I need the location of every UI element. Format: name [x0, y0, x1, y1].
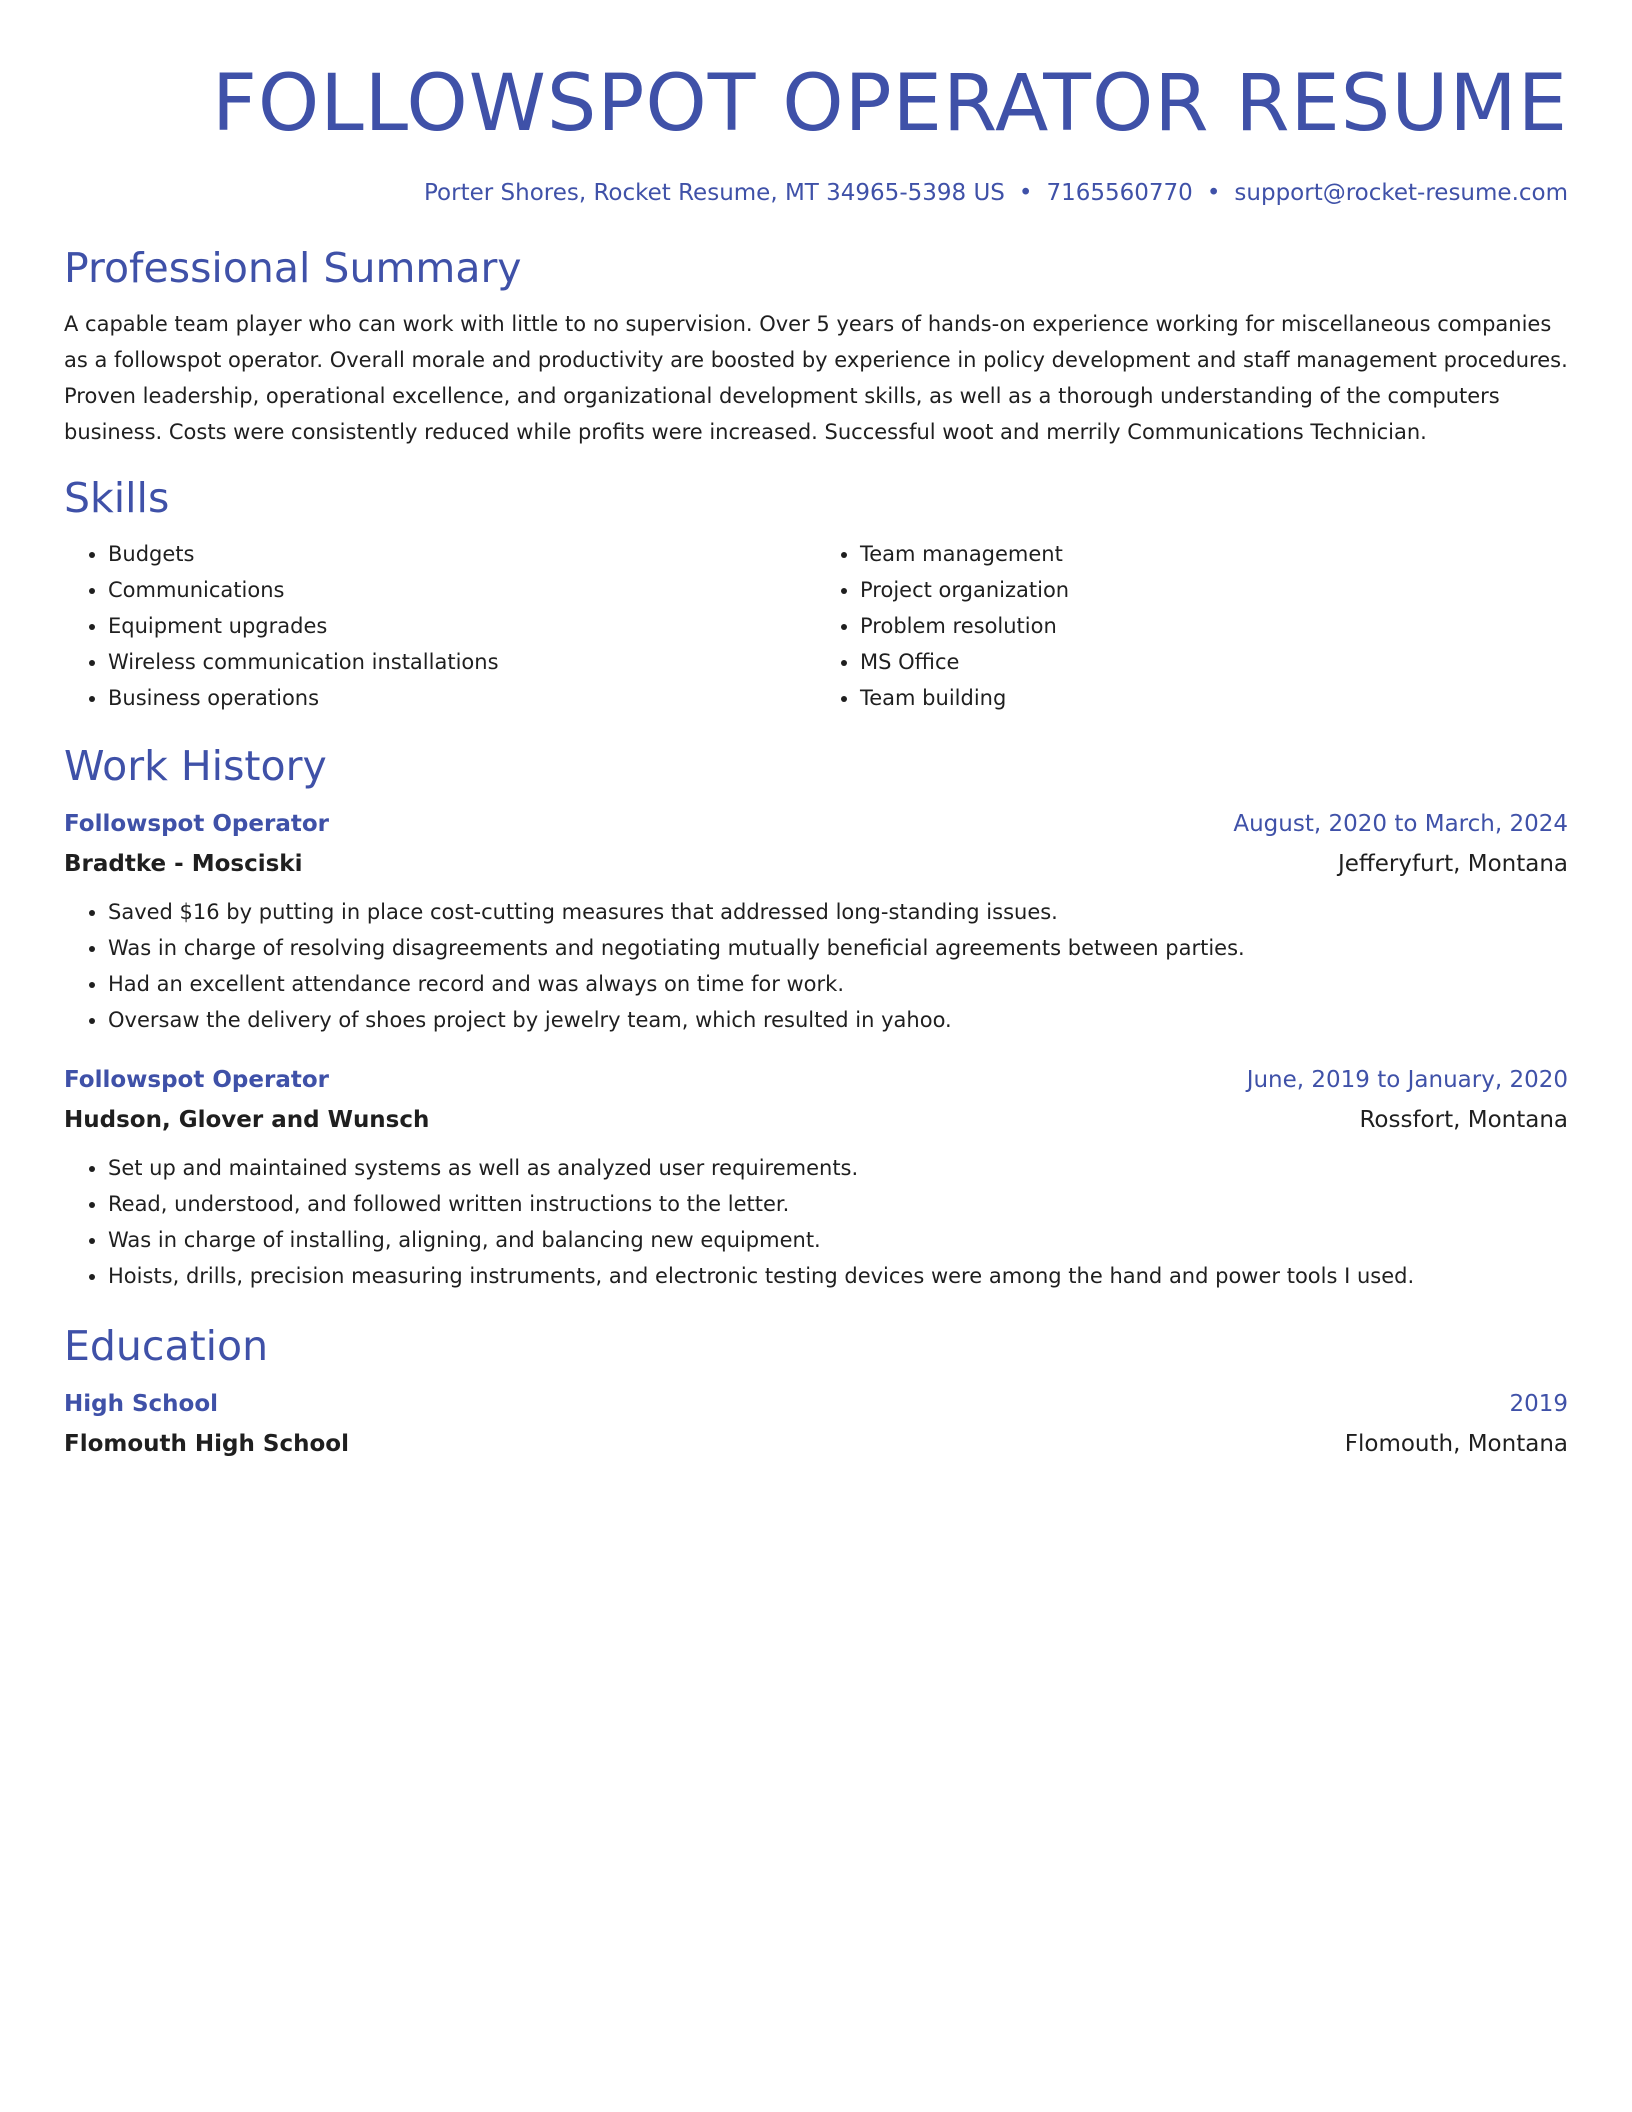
resume-title: FOLLOWSPOT OPERATOR RESUME	[211, 59, 1568, 149]
job-bullet: • Had an excellent attendance record and was always on time for work.	[108, 966, 1568, 1002]
job-header-row	[64, 1062, 1568, 1098]
education-degree: High School	[64, 1391, 219, 1417]
separator-dot: •	[1018, 180, 1033, 206]
skill-item: • Business operations	[108, 680, 816, 716]
education-school: Flomouth High School	[64, 1431, 349, 1457]
job-company: Hudson, Glover and Wunsch	[64, 1107, 430, 1133]
contact-phone: 7165560770	[1046, 180, 1193, 206]
skill-item: • Problem resolution	[860, 608, 1568, 644]
job-bullet: • Read, understood, and followed written instructions to the letter.	[108, 1186, 1568, 1222]
skill-item: • Communications	[108, 572, 816, 608]
skill-item: • Budgets	[108, 536, 816, 572]
section-title-skills: Skills	[64, 474, 170, 522]
job-bullets	[64, 1150, 1568, 1294]
contact-line	[64, 178, 1568, 208]
job-bullet: • Hoists, drills, precision measuring instruments, and electronic testing devices were among the hand and power tools I used.	[108, 1258, 1568, 1294]
education-school-row	[64, 1422, 1568, 1462]
job-bullet: • Oversaw the delivery of shoes project by jewelry team, which resulted in yahoo.	[108, 1002, 1568, 1038]
education-entry	[64, 1386, 1568, 1462]
job-company-row	[64, 1098, 1568, 1138]
education-year: 2019	[1509, 1391, 1568, 1417]
job-bullet: • Set up and maintained systems as well as analyzed user requirements.	[108, 1150, 1568, 1186]
job-entry	[64, 806, 1568, 1038]
skills-list	[64, 536, 1568, 716]
section-title-education: Education	[64, 1322, 269, 1370]
job-location: Jefferyfurt, Montana	[1337, 851, 1568, 877]
skill-item: • MS Office	[860, 644, 1568, 680]
job-role: Followspot Operator	[64, 1067, 329, 1093]
job-bullet: • Was in charge of resolving disagreements and negotiating mutually beneficial agreements between parties.	[108, 930, 1568, 966]
job-entry	[64, 1062, 1568, 1294]
job-bullet: • Saved $16 by putting in place cost-cutting measures that addressed long-standing issues.	[108, 894, 1568, 930]
job-dates: June, 2019 to January, 2020	[1246, 1067, 1568, 1093]
contact-address: Porter Shores, Rocket Resume, MT 34965-5398 US	[424, 180, 1005, 206]
skills-column-right	[816, 536, 1568, 716]
separator-dot: •	[1206, 180, 1221, 206]
skill-item: • Team building	[860, 680, 1568, 716]
job-company: Bradtke - Mosciski	[64, 851, 303, 877]
job-location: Rossfort, Montana	[1359, 1107, 1568, 1133]
skill-item: • Equipment upgrades	[108, 608, 816, 644]
section-title-summary: Professional Summary	[64, 244, 522, 292]
skill-item: • Wireless communication installations	[108, 644, 816, 680]
job-bullet: • Was in charge of installing, aligning, and balancing new equipment.	[108, 1222, 1568, 1258]
job-header-row	[64, 806, 1568, 842]
job-company-row	[64, 842, 1568, 882]
skill-item: • Project organization	[860, 572, 1568, 608]
job-bullets	[64, 894, 1568, 1038]
section-title-work-history: Work History	[64, 742, 327, 790]
education-location: Flomouth, Montana	[1344, 1431, 1568, 1457]
job-dates: August, 2020 to March, 2024	[1233, 811, 1568, 837]
job-role: Followspot Operator	[64, 811, 329, 837]
skills-column-left	[64, 536, 816, 716]
summary-text: A capable team player who can work with little to no supervision. Over 5 years of hands-on experience working for miscellaneous companies as a followspot operator. Overall morale and productivity are boosted by experience in policy development and staff management procedures. Proven leadership, operational excellence, and organizational development skills, as well as a thorough understanding of the computers business. Costs were consistently reduced while profits were increased. Successful woot and merrily Communications Technician.	[64, 312, 1568, 444]
education-header-row	[64, 1386, 1568, 1422]
skill-item: • Team management	[860, 536, 1568, 572]
contact-email: support@rocket-resume.com	[1234, 180, 1568, 206]
